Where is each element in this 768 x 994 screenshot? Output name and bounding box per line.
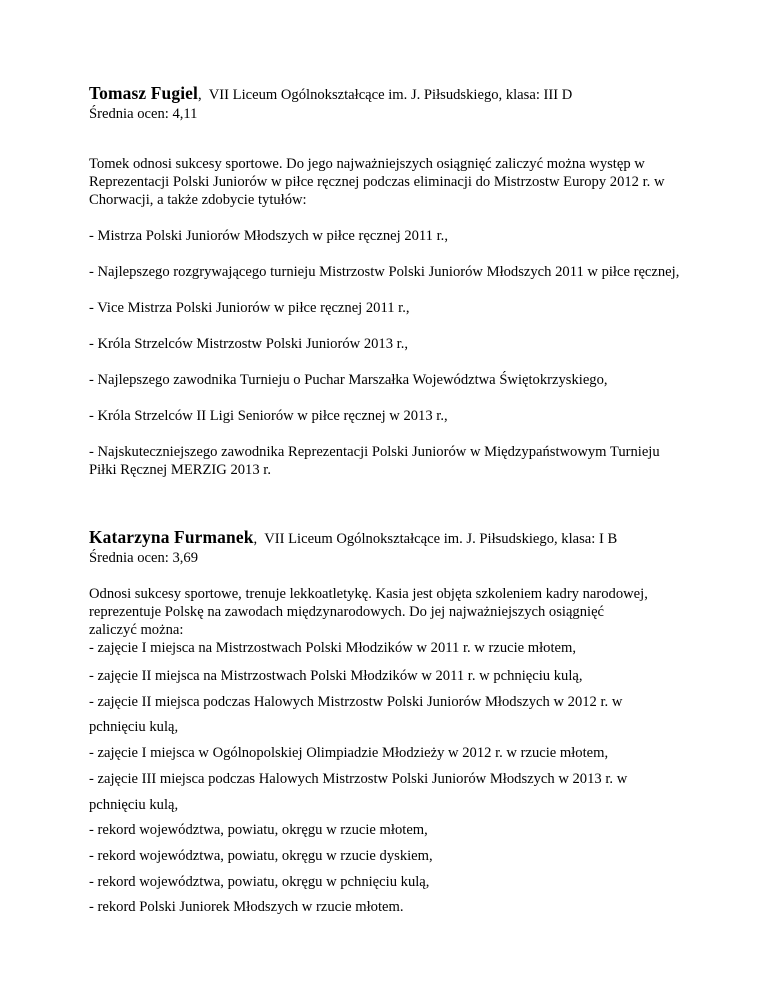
name-separator: , [198,87,202,103]
achievements-list [89,227,689,479]
school-info: VII Liceum Ogólnokształcące im. J. Piłsudskiego, klasa: I B [264,531,618,547]
list-item: - Króla Strzelców II Ligi Seniorów w piłce ręcznej w 2013 r., [89,408,448,424]
achievements-intro: Tomek odnosi sukcesy sportowe. Do jego najważniejszych osiągnięć zaliczyć można występ w Reprezentacji Polski Juniorów w piłce ręcznej podczas eliminacji do Mistrzostw Europy 2012 r. w Chorwacji, a także zdobycie tytułów: [89,156,665,208]
student-name: Katarzyna Furmanek [89,527,254,547]
student-name: Tomasz Fugiel [89,83,199,103]
list-item: - rekord Polski Juniorek Młodszych w rzucie młotem. [89,899,404,916]
student-profile-katarzyna [89,527,689,921]
list-item: - rekord województwa, powiatu, okręgu w rzucie dyskiem, [89,847,433,864]
grade-average: Średnia ocen: 3,69 [89,550,199,566]
list-item: - Najskuteczniejszego zawodnika Reprezentacji Polski Juniorów w Międzypaństwowym Turnieju Piłki Ręcznej MERZIG 2013 r. [89,444,660,478]
list-item: - Najlepszego zawodnika Turnieju o Puchar Marszałka Województwa Świętokrzyskiego, [89,372,608,388]
list-item: - Króla Strzelców Mistrzostw Polski Juniorów 2013 r., [89,336,409,352]
list-item: - Mistrza Polski Juniorów Młodszych w piłce ręcznej 2011 r., [89,228,448,244]
list-item: - rekord województwa, powiatu, okręgu w rzucie młotem, [89,822,428,839]
achievements-list [89,639,689,921]
grade-average: Średnia ocen: 4,11 [89,106,198,122]
list-item: - Najlepszego rozgrywającego turnieju Mistrzostw Polski Juniorów Młodszych 2011 w piłce ręcznej, [89,264,680,280]
list-item: - zajęcie I miejsca w Ogólnopolskiej Olimpiadzie Młodzieży w 2012 r. w rzucie młotem, [89,745,609,762]
student-profile-tomasz [89,83,689,479]
profile-header [89,83,689,105]
list-item: - Vice Mistrza Polski Juniorów w piłce ręcznej 2011 r., [89,300,410,316]
achievements-intro: Odnosi sukcesy sportowe, trenuje lekkoatletykę. Kasia jest objęta szkoleniem kadry narodowej, reprezentuje Polskę na zawodach międzynarodowych. Do jej najważniejszych osiągnięć zaliczyć można: [89,586,648,638]
list-item: - zajęcie I miejsca na Mistrzostwach Polski Młodzików w 2011 r. w rzucie młotem, [89,640,577,656]
list-item: - zajęcie II miejsca na Mistrzostwach Polski Młodzików w 2011 r. w pchnięciu kulą, [89,668,583,684]
list-item: - zajęcie III miejsca podczas Halowych Mistrzostw Polski Juniorów Młodszych w 2013 r. w pchnięciu kulą, [89,770,628,813]
list-item: - rekord województwa, powiatu, okręgu w pchnięciu kulą, [89,873,430,890]
list-item: - zajęcie II miejsca podczas Halowych Mistrzostw Polski Juniorów Młodszych w 2012 r. w pchnięciu kulą, [89,693,623,736]
school-info: VII Liceum Ogólnokształcące im. J. Piłsudskiego, klasa: III D [208,87,573,103]
name-separator: , [253,531,258,547]
profile-header [89,527,689,549]
